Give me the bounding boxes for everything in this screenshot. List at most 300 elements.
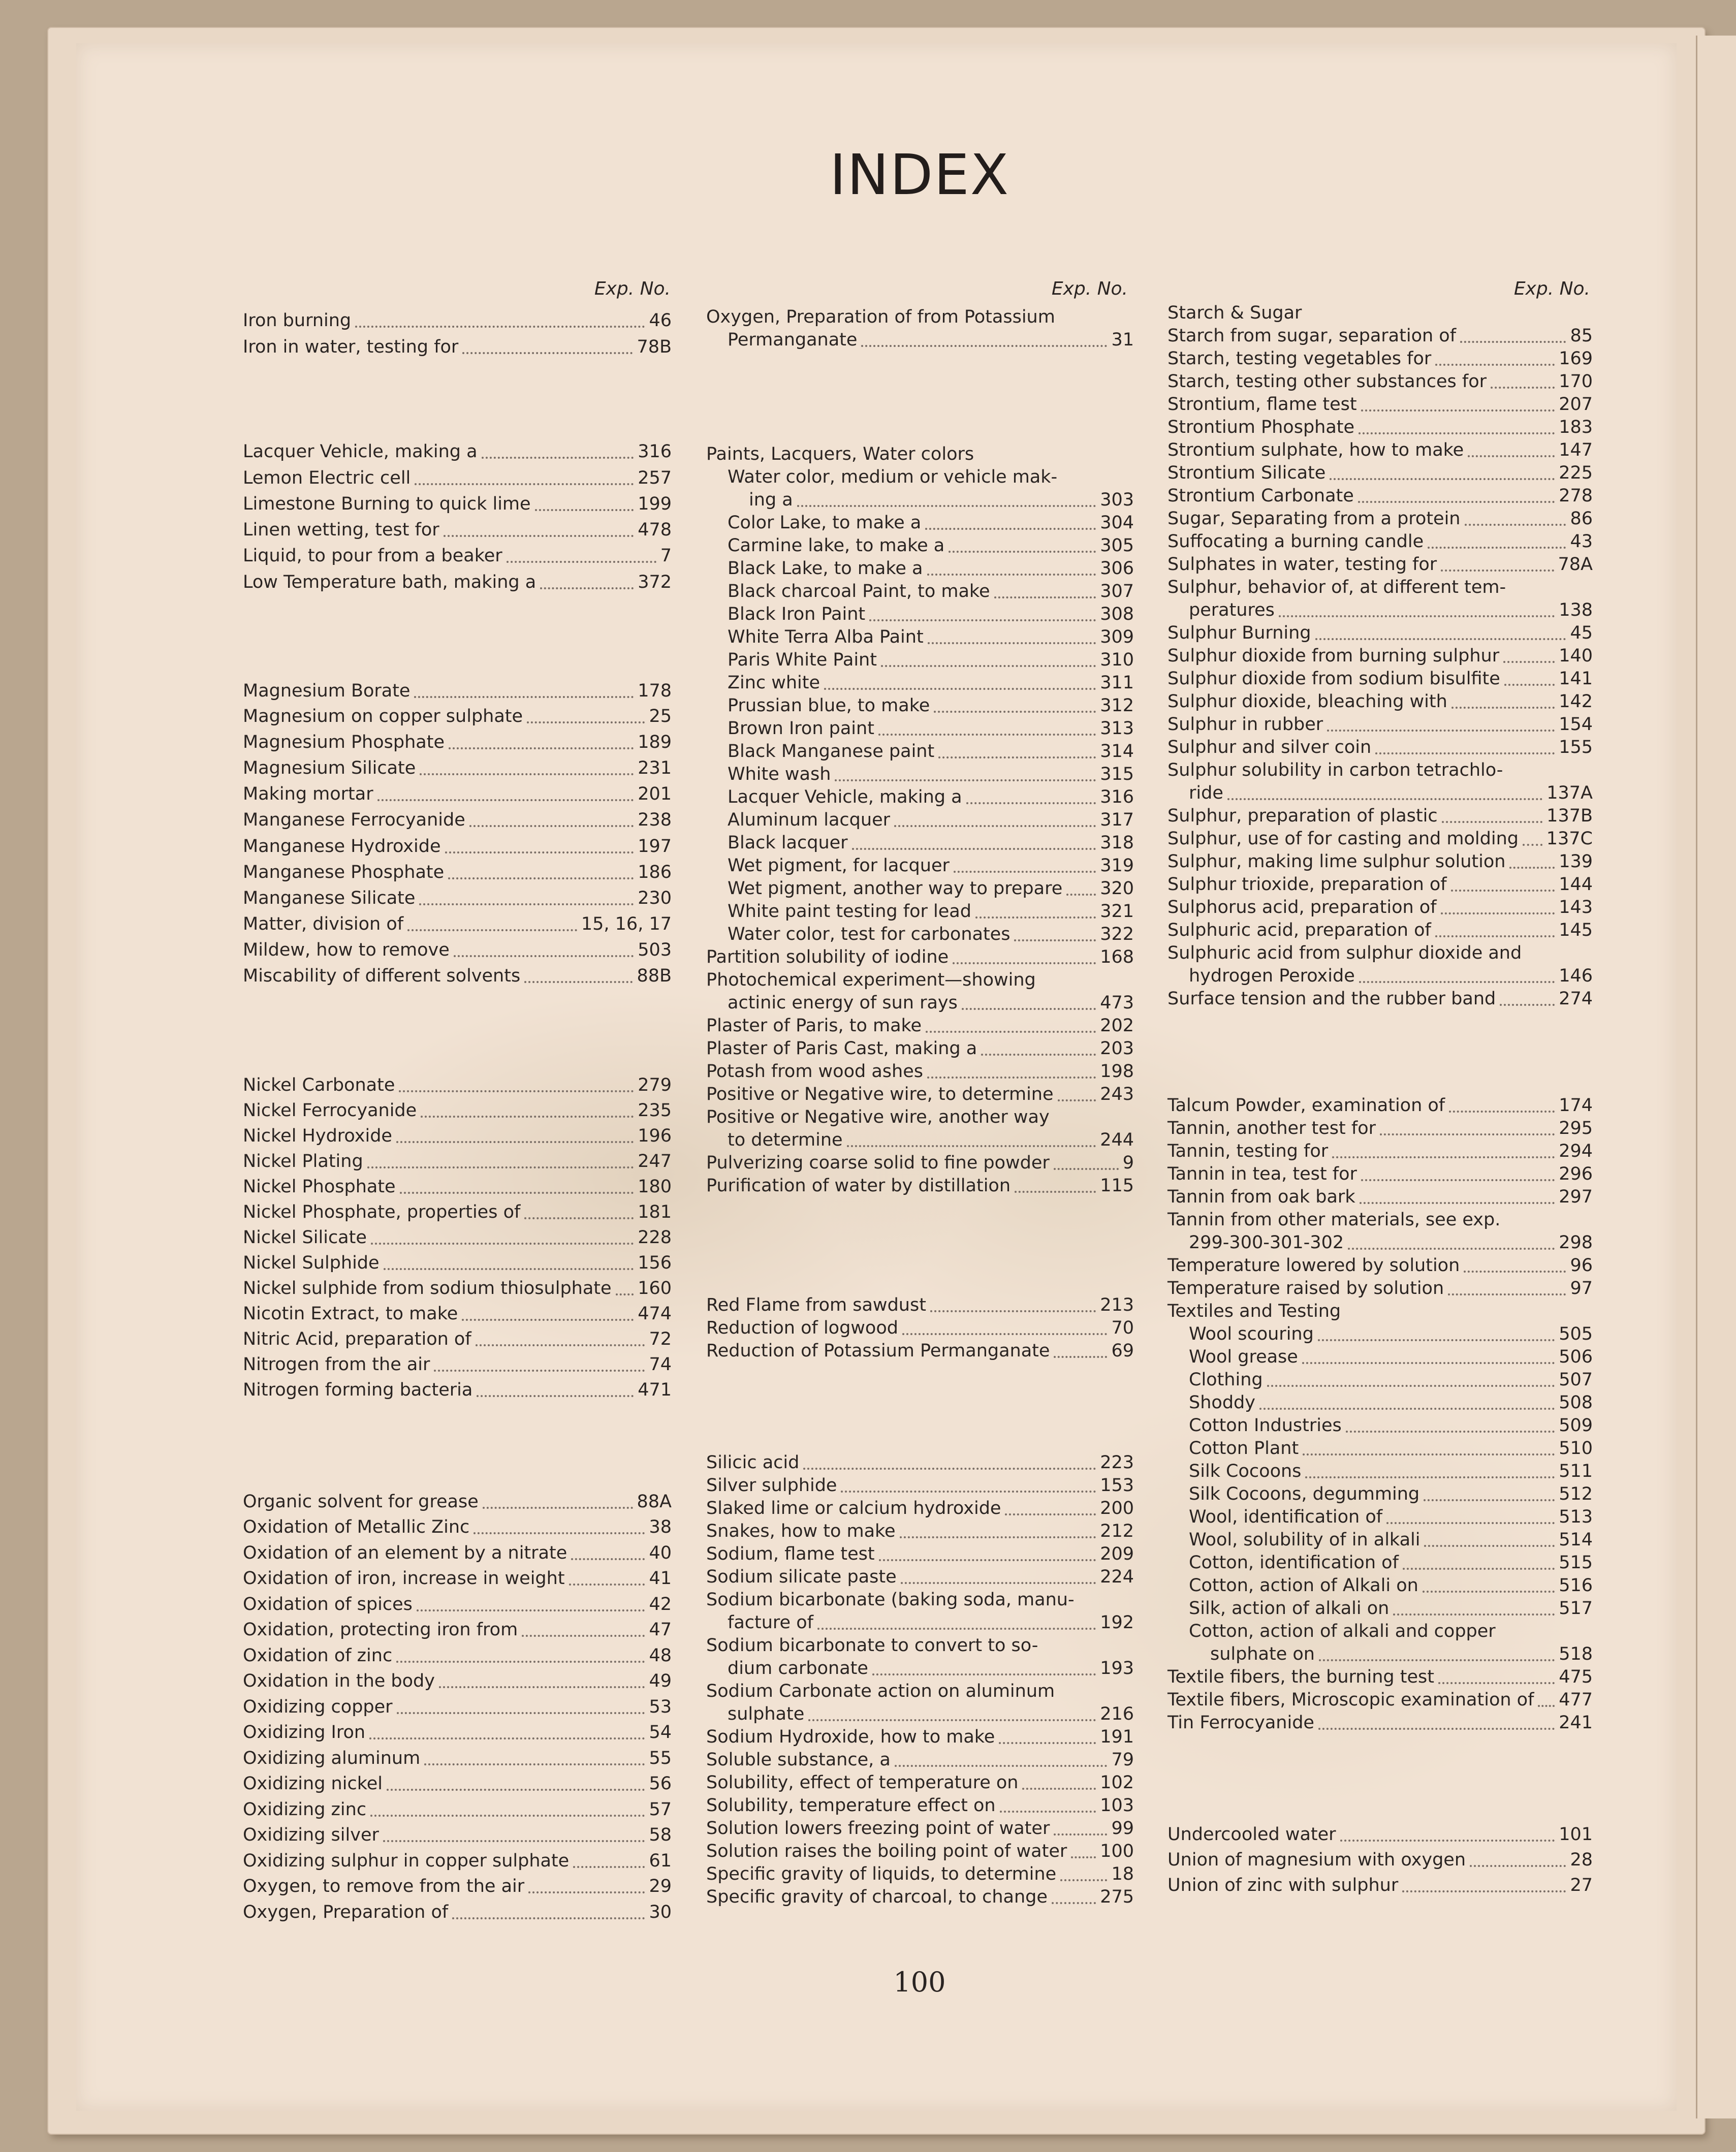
entry-label: Magnesium Phosphate	[243, 732, 445, 752]
entry-label: Potash from wood ashes	[706, 1061, 923, 1082]
index-entry	[243, 519, 672, 542]
dot-leader	[1441, 912, 1555, 914]
experiment-number: 137C	[1546, 829, 1593, 849]
entry-label: Oxidation, protecting iron from	[243, 1620, 518, 1640]
entry-label: Oxidizing Iron	[243, 1722, 366, 1743]
entry-label: Nitrogen forming bacteria	[243, 1380, 473, 1400]
entry-label: Sulphur, preparation of plastic	[1167, 806, 1438, 826]
index-entry	[728, 740, 1134, 763]
index-entry	[1167, 302, 1593, 325]
entry-label: Pulverizing coarse solid to fine powder	[706, 1153, 1050, 1173]
experiment-number: 15, 16, 17	[581, 914, 672, 934]
experiment-number: 192	[1100, 1612, 1134, 1633]
experiment-number: 513	[1559, 1507, 1593, 1527]
experiment-number: 235	[638, 1100, 672, 1121]
entry-label: Color Lake, to make a	[728, 513, 922, 533]
dot-leader	[797, 505, 1096, 507]
experiment-number: 477	[1559, 1690, 1593, 1710]
entry-label: Starch & Sugar	[1167, 303, 1302, 323]
experiment-number: 512	[1559, 1484, 1593, 1504]
experiment-number: 320	[1100, 878, 1134, 899]
dot-leader	[1423, 1591, 1555, 1593]
dot-leader	[1468, 455, 1555, 457]
dot-leader	[1015, 1191, 1096, 1193]
experiment-number: 517	[1559, 1598, 1593, 1619]
entry-label: peratures	[1189, 600, 1275, 620]
experiment-number: 321	[1100, 901, 1134, 922]
index-entry	[243, 309, 672, 332]
dot-leader	[847, 1145, 1096, 1147]
dot-leader	[1340, 1840, 1555, 1842]
entry-label: Oxygen, Preparation of from Potassium	[706, 307, 1055, 327]
experiment-number: 138	[1559, 600, 1593, 620]
index-entry	[243, 1201, 672, 1224]
experiment-number: 168	[1100, 947, 1134, 967]
index-entry	[243, 939, 672, 962]
dot-leader	[1361, 409, 1555, 412]
experiment-number: 310	[1100, 650, 1134, 670]
entry-label: Shoddy	[1189, 1393, 1255, 1413]
entry-label: Snakes, how to make	[706, 1521, 896, 1541]
dot-leader	[1402, 1890, 1566, 1892]
experiment-number: 69	[1111, 1341, 1134, 1361]
index-entry	[1189, 1597, 1593, 1620]
column-heading-1: Exp. No.	[594, 278, 671, 299]
index-entry	[243, 1824, 672, 1847]
dot-leader	[1448, 1293, 1566, 1295]
index-entry	[1167, 1277, 1593, 1300]
entry-label: Silk Cocoons	[1189, 1461, 1302, 1481]
experiment-number: 181	[638, 1202, 672, 1222]
dot-leader	[1523, 844, 1542, 846]
index-entry	[1167, 1163, 1593, 1186]
index-entry	[706, 1294, 1134, 1317]
index-entry	[706, 1863, 1134, 1886]
dot-leader	[900, 1536, 1096, 1538]
index-entry	[1167, 347, 1593, 370]
dot-leader	[377, 799, 634, 801]
dot-leader	[1332, 1156, 1555, 1158]
index-entry	[243, 1491, 672, 1513]
entry-label: Sodium bicarbonate (baking soda, manu-	[706, 1590, 1075, 1610]
experiment-number: 178	[638, 681, 672, 701]
experiment-number: 61	[649, 1851, 672, 1871]
dot-leader	[902, 1333, 1107, 1335]
entry-label: Sulphur solubility in carbon tetrachlo-	[1167, 760, 1503, 780]
dot-leader	[981, 1054, 1096, 1056]
index-entry	[1189, 599, 1593, 622]
index-entry	[1167, 942, 1593, 965]
index-entry	[728, 717, 1134, 740]
entry-label: Sulphur, use of for casting and molding	[1167, 829, 1519, 849]
experiment-number: 25	[649, 706, 672, 726]
experiment-number: 72	[649, 1329, 672, 1349]
entry-label: ing a	[749, 490, 793, 510]
index-entry	[243, 1353, 672, 1376]
index-entry	[243, 1747, 672, 1770]
entry-label: sulphate on	[1210, 1644, 1315, 1664]
experiment-number: 56	[649, 1774, 672, 1794]
experiment-number: 193	[1100, 1658, 1134, 1679]
entry-label: Suffocating a burning candle	[1167, 531, 1424, 552]
index-entry	[243, 1567, 672, 1590]
entry-label: Oxidation of zinc	[243, 1645, 393, 1666]
entry-label: Sulphates in water, testing for	[1167, 554, 1437, 575]
experiment-number: 314	[1100, 741, 1134, 762]
dot-leader	[1267, 1385, 1555, 1387]
experiment-number: 294	[1559, 1141, 1593, 1161]
index-entry	[243, 757, 672, 780]
experiment-number: 313	[1100, 718, 1134, 739]
experiment-number: 154	[1559, 714, 1593, 735]
page-number: 100	[893, 1966, 946, 1998]
index-entry	[1167, 690, 1593, 713]
index-entry	[1167, 645, 1593, 668]
experiment-number: 144	[1559, 874, 1593, 895]
experiment-number: 53	[649, 1697, 672, 1717]
index-entry	[728, 855, 1134, 877]
entry-label: Cotton Industries	[1189, 1415, 1342, 1436]
dot-leader	[367, 1166, 634, 1168]
experiment-number: 88A	[637, 1492, 672, 1512]
experiment-number: 41	[649, 1568, 672, 1589]
index-entry	[706, 1840, 1134, 1863]
dot-leader	[1380, 1133, 1555, 1135]
index-entry	[1167, 1712, 1593, 1734]
dot-leader	[1346, 1431, 1555, 1433]
experiment-number: 225	[1559, 463, 1593, 483]
experiment-number: 303	[1100, 490, 1134, 510]
dot-leader	[397, 1712, 645, 1714]
index-entry	[706, 443, 1134, 466]
entry-label: Sulphorus acid, preparation of	[1167, 897, 1437, 917]
entry-label: Oxidizing copper	[243, 1697, 393, 1717]
experiment-number: 88B	[637, 966, 672, 986]
experiment-number: 146	[1559, 966, 1593, 986]
entry-label: Strontium Phosphate	[1167, 417, 1355, 437]
entry-label: Brown Iron paint	[728, 718, 874, 739]
entry-label: Wet pigment, for lacquer	[728, 856, 950, 876]
entry-label: Nickel Silicate	[243, 1227, 367, 1248]
dot-leader	[439, 1686, 645, 1688]
entry-label: Nicotin Extract, to make	[243, 1304, 458, 1324]
entry-label: Undercooled water	[1167, 1824, 1336, 1845]
entry-label: Sulphur dioxide, bleaching with	[1167, 691, 1447, 712]
entry-label: Red Flame from sawdust	[706, 1295, 926, 1315]
experiment-number: 78B	[637, 337, 672, 357]
entry-label: Black charcoal Paint, to make	[728, 581, 990, 602]
index-entry	[1167, 988, 1593, 1010]
experiment-number: 74	[649, 1354, 672, 1375]
entry-label: sulphate	[728, 1704, 805, 1724]
experiment-number: 274	[1559, 989, 1593, 1009]
entry-label: Manganese Silicate	[243, 888, 416, 908]
entry-label: Nickel Phosphate, properties of	[243, 1202, 521, 1222]
entry-label: Manganese Hydroxide	[243, 836, 441, 857]
experiment-number: 9	[1122, 1153, 1134, 1173]
entry-label: Starch, testing other substances for	[1167, 371, 1487, 392]
experiment-number: 57	[649, 1799, 672, 1820]
entry-label: Low Temperature bath, making a	[243, 572, 536, 592]
index-entry	[706, 1106, 1134, 1129]
entry-label: Surface tension and the rubber band	[1167, 989, 1496, 1009]
experiment-number: 298	[1559, 1232, 1593, 1253]
entry-label: Sodium Carbonate action on aluminum	[706, 1681, 1055, 1701]
entry-label: Magnesium on copper sulphate	[243, 706, 523, 726]
index-entry	[706, 1083, 1134, 1106]
entry-label: Positive or Negative wire, another way	[706, 1107, 1050, 1127]
entry-label: Water color, medium or vehicle mak-	[728, 467, 1058, 487]
index-entry	[1167, 1140, 1593, 1163]
index-entry	[1167, 668, 1593, 690]
dot-leader	[1435, 935, 1555, 937]
experiment-number: 7	[660, 546, 672, 566]
entry-label: Wool, identification of	[1189, 1507, 1383, 1527]
entry-label: Limestone Burning to quick lime	[243, 494, 531, 514]
index-entry	[1189, 1231, 1593, 1254]
entry-label: Linen wetting, test for	[243, 520, 439, 540]
dot-leader	[999, 1742, 1096, 1744]
experiment-number: 29	[649, 1876, 672, 1896]
entry-label: Mildew, how to remove	[243, 940, 450, 960]
index-entry	[1167, 393, 1593, 416]
experiment-number: 79	[1111, 1750, 1134, 1770]
experiment-number: 169	[1559, 349, 1593, 369]
dot-leader	[1060, 1879, 1107, 1881]
index-entry	[1189, 1437, 1593, 1460]
experiment-number: 203	[1100, 1038, 1134, 1059]
dot-leader	[927, 1077, 1096, 1079]
experiment-number: 228	[638, 1227, 672, 1248]
dot-leader	[803, 1468, 1096, 1470]
entry-label: Sodium bicarbonate to convert to so-	[706, 1635, 1038, 1656]
index-entry	[243, 835, 672, 858]
entry-label: Nitric Acid, preparation of	[243, 1329, 471, 1349]
dot-leader	[861, 345, 1107, 347]
entry-label: Oxygen, to remove from the air	[243, 1876, 525, 1896]
entry-label: Textile fibers, the burning test	[1167, 1667, 1434, 1687]
entry-label: Union of magnesium with oxygen	[1167, 1850, 1466, 1870]
entry-label: Solubility, effect of temperature on	[706, 1773, 1019, 1793]
dot-leader	[1319, 1659, 1555, 1661]
entry-label: Union of zinc with sulphur	[1167, 1875, 1399, 1895]
dot-leader	[1259, 1408, 1555, 1410]
index-entry	[1189, 1460, 1593, 1483]
dot-leader	[370, 1815, 645, 1817]
entry-label: Cotton Plant	[1189, 1438, 1299, 1459]
experiment-number: 322	[1100, 924, 1134, 944]
index-entry	[243, 1721, 672, 1744]
index-entry	[728, 649, 1134, 672]
experiment-number: 27	[1570, 1875, 1593, 1895]
experiment-number: 139	[1559, 851, 1593, 872]
index-entry	[243, 1252, 672, 1275]
dot-leader	[424, 1763, 645, 1765]
dot-leader	[954, 871, 1096, 873]
dot-leader	[966, 802, 1096, 804]
experiment-number: 514	[1559, 1530, 1593, 1550]
entry-label: Oxidation of spices	[243, 1594, 413, 1615]
index-entry	[243, 1670, 672, 1693]
column-heading-3: Exp. No.	[1513, 278, 1590, 299]
entry-label: Cotton, action of Alkali on	[1189, 1575, 1418, 1596]
experiment-number: 31	[1111, 330, 1134, 350]
dot-leader	[879, 1559, 1096, 1561]
experiment-number: 317	[1100, 810, 1134, 830]
dot-leader	[1000, 1811, 1096, 1813]
index-entry	[1167, 919, 1593, 942]
index-entry	[243, 440, 672, 463]
index-entry	[728, 786, 1134, 809]
entry-label: Partition solubility of iodine	[706, 947, 949, 967]
entry-label: Aluminum lacquer	[728, 810, 890, 830]
entry-label: Lacquer Vehicle, making a	[243, 441, 478, 462]
index-entry	[1167, 805, 1593, 828]
dot-leader	[824, 688, 1096, 690]
experiment-number: 319	[1100, 856, 1134, 876]
entry-label: Tannin, testing for	[1167, 1141, 1329, 1161]
entry-label: Reduction of Potassium Permanganate	[706, 1341, 1050, 1361]
entry-label: Sulphur dioxide from burning sulphur	[1167, 646, 1500, 666]
experiment-number: 30	[649, 1902, 672, 1922]
index-entry	[706, 1060, 1134, 1083]
entry-label: Strontium sulphate, how to make	[1167, 440, 1464, 460]
experiment-number: 295	[1559, 1118, 1593, 1138]
index-entry	[1167, 1689, 1593, 1712]
entry-label: Tannin from other materials, see exp.	[1167, 1210, 1501, 1230]
index-entry	[243, 1593, 672, 1616]
entry-label: Oxidation of iron, increase in weight	[243, 1568, 565, 1589]
dot-leader	[927, 574, 1096, 576]
index-entry	[1167, 1254, 1593, 1277]
entry-label: Silk, action of alkali on	[1189, 1598, 1390, 1619]
entry-label: Paints, Lacquers, Water colors	[706, 444, 974, 464]
entry-label: Nickel Sulphide	[243, 1253, 380, 1273]
index-entry	[706, 1317, 1134, 1340]
entry-label: Solution lowers freezing point of water	[706, 1818, 1050, 1839]
dot-leader	[434, 1370, 645, 1372]
entry-label: Wool scouring	[1189, 1324, 1314, 1344]
index-entry	[1189, 1414, 1593, 1437]
dot-leader	[420, 773, 634, 775]
experiment-number: 315	[1100, 764, 1134, 784]
dot-leader	[841, 1491, 1096, 1493]
entry-label: Silicic acid	[706, 1452, 800, 1473]
entry-label: Paris White Paint	[728, 650, 877, 670]
index-entry	[1167, 1117, 1593, 1140]
entry-label: Black Manganese paint	[728, 741, 935, 762]
experiment-number: 216	[1100, 1704, 1134, 1724]
dot-leader	[1465, 524, 1566, 526]
experiment-number: 505	[1559, 1324, 1593, 1344]
experiment-number: 473	[1100, 993, 1134, 1013]
index-entry	[243, 680, 672, 703]
index-entry	[728, 603, 1134, 626]
experiment-number: 318	[1100, 833, 1134, 853]
experiment-number: 137A	[1546, 783, 1593, 803]
dot-leader	[1058, 1099, 1096, 1101]
index-entry	[706, 1771, 1134, 1794]
experiment-number: 516	[1559, 1575, 1593, 1596]
index-entry	[728, 580, 1134, 603]
entry-label: Oxidizing nickel	[243, 1774, 383, 1794]
experiment-number: 202	[1100, 1016, 1134, 1036]
experiment-number: 307	[1100, 581, 1134, 602]
entry-label: Sulphuric acid from sulphur dioxide and	[1167, 943, 1522, 963]
dot-leader	[616, 1293, 634, 1295]
dot-leader	[881, 665, 1096, 667]
page-title: INDEX	[829, 142, 1010, 207]
experiment-number: 474	[638, 1304, 672, 1324]
dot-leader	[1403, 1568, 1555, 1570]
experiment-number: 257	[638, 468, 672, 488]
index-entry	[728, 329, 1134, 352]
entry-label: Textiles and Testing	[1167, 1301, 1341, 1321]
dot-leader	[1438, 1682, 1555, 1684]
entry-label: Sulphur, making lime sulphur solution	[1167, 851, 1506, 872]
experiment-number: 372	[638, 572, 672, 592]
index-entry	[728, 992, 1134, 1015]
index-entry	[728, 694, 1134, 717]
dot-leader	[384, 1268, 634, 1270]
dot-leader	[1503, 661, 1555, 663]
index-entry	[243, 1226, 672, 1249]
experiment-number: 86	[1570, 509, 1593, 529]
experiment-number: 96	[1570, 1255, 1593, 1276]
index-entry	[243, 1099, 672, 1122]
experiment-number: 145	[1559, 920, 1593, 940]
index-entry	[728, 1129, 1134, 1152]
entry-label: Oxidation in the body	[243, 1671, 435, 1691]
dot-leader	[1460, 341, 1566, 343]
entry-label: facture of	[728, 1612, 813, 1633]
index-entry	[243, 705, 672, 728]
experiment-number: 304	[1100, 513, 1134, 533]
index-entry	[728, 557, 1134, 580]
experiment-number: 49	[649, 1671, 672, 1691]
index-entry	[706, 1589, 1134, 1611]
dot-leader	[414, 696, 634, 698]
index-entry	[243, 571, 672, 594]
index-entry	[1189, 1346, 1593, 1369]
experiment-number: 147	[1559, 440, 1593, 460]
experiment-number: 312	[1100, 695, 1134, 716]
dot-leader	[928, 642, 1096, 644]
index-entry	[1167, 325, 1593, 347]
experiment-number: 47	[649, 1620, 672, 1640]
index-entry	[728, 809, 1134, 832]
entry-label: Sulphuric acid, preparation of	[1167, 920, 1431, 940]
entry-label: actinic energy of sun rays	[728, 993, 958, 1013]
index-entry	[1167, 439, 1593, 462]
index-entry	[706, 1794, 1134, 1817]
experiment-number: 160	[638, 1278, 672, 1299]
experiment-number: 115	[1100, 1176, 1134, 1196]
experiment-number: 141	[1559, 669, 1593, 689]
index-entry	[243, 1125, 672, 1148]
entry-label: Miscability of different solvents	[243, 966, 521, 986]
entry-label: Carmine lake, to make a	[728, 535, 945, 556]
index-entry	[728, 1657, 1134, 1680]
experiment-number: 207	[1559, 394, 1593, 415]
experiment-number: 201	[638, 784, 672, 804]
experiment-number: 100	[1100, 1841, 1134, 1861]
index-entry	[1167, 1186, 1593, 1209]
dot-leader	[1424, 1545, 1555, 1547]
experiment-number: 38	[649, 1517, 672, 1537]
dot-leader	[507, 561, 656, 563]
dot-leader	[1318, 1339, 1555, 1341]
